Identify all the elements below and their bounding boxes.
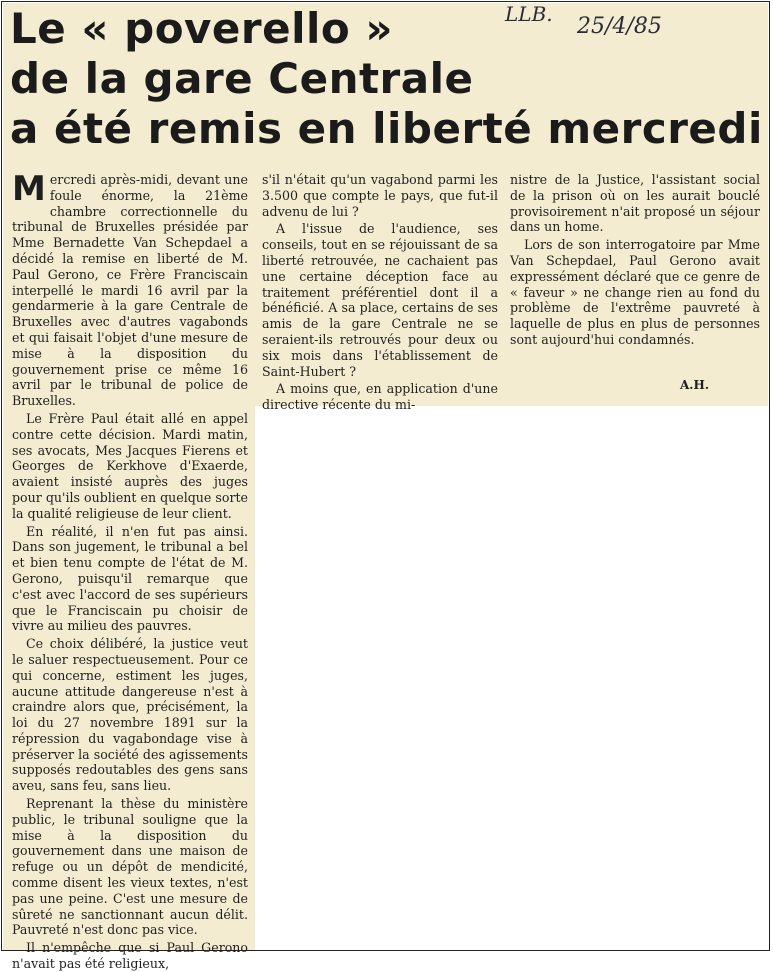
headline-line-3: a été remis en liberté mercredi xyxy=(10,104,763,153)
article-column-2 xyxy=(262,172,498,413)
paragraph: nistre de la Justice, l'assistant social de la prison où on les aurait bouclé provisoirement n'ait proposé un séjour dans un home. xyxy=(510,172,760,235)
paragraph-text: ercredi après-midi, devant une foule énorme, la 21ème chambre correctionnelle du tribunal de Bruxelles présidée par Mme Bernadette Van Schepdael a décidé la remise en liberté de M. Paul Gerono, ce Frère Franciscain interpellé le mardi 16 avril par la gendarmerie à la gare Centrale de Bruxelles avec d'autres vagabonds et qui faisait l'objet d'une mesure de mise à la disposition du gouvernement prise ce même 16 avril par le tribunal de police de Bruxelles. xyxy=(12,172,248,409)
article-column-1 xyxy=(12,169,248,972)
headline-line-1: Le « poverello » xyxy=(10,4,394,53)
drop-cap: M xyxy=(12,169,46,209)
paragraph: Reprenant la thèse du ministère public, le tribunal souligne que la mise à la disposition du gouvernement dans une maison de refuge ou un dépôt de mendicité, comme disent les vieux textes, n'est pas une peine. C'est une mesure de sûreté ne sanctionnant aucun délit. Pauvreté n'est donc pas vice. xyxy=(12,796,248,938)
paragraph: Lors de son interrogatoire par Mme Van Schepdael, Paul Gerono avait expressément déclaré que ce genre de « faveur » ne change rien au fond du problème de l'extrême pauvreté à laquelle de plus en plus de personnes sont aujourd'hui condamnés. xyxy=(510,237,760,347)
paragraph xyxy=(12,169,248,409)
paragraph: A l'issue de l'audience, ses conseils, tout en se réjouissant de sa liberté retrouvée, ne cachaient pas une certaine déception face au traitement préférentiel dont il a bénéficié. A sa place, certains de ses amis de la gare Centrale ne se seraient-ils retrouvés pour deux ou six mois dans l'établissement de Saint-Hubert ? xyxy=(262,221,498,379)
handwritten-source: LLB. xyxy=(505,2,553,26)
headline-line-2: de la gare Centrale xyxy=(10,54,474,103)
paragraph: Ce choix délibéré, la justice veut le saluer respectueusement. Pour ce qui concerne, estiment les juges, aucune attitude dangereuse n'est à craindre alors que, précisément, la loi du 27 novembre 1891 sur la répression du vagabondage vise à préserver la société des agissements supposés redoutables des gens sans aveu, sans feu, sans lieu. xyxy=(12,636,248,794)
paragraph: A moins que, en application d'une directive récente du mi- xyxy=(262,381,498,413)
paragraph: Le Frère Paul était allé en appel contre cette décision. Mardi matin, ses avocats, Mes Jacques Fierens et Georges de Kerkhove d'Exaerde, avaient insisté auprès des juges pour qu'ils oublient en quelque sorte la qualité religieuse de leur client. xyxy=(12,410,248,521)
paragraph: Il n'empêche que si Paul Gerono n'avait pas été religieux, xyxy=(12,940,248,972)
author-signature: A.H. xyxy=(680,378,710,392)
article-column-3 xyxy=(510,172,760,348)
handwritten-date: 25/4/85 xyxy=(577,14,662,39)
paragraph: s'il n'était qu'un vagabond parmi les 3.500 que compte le pays, que fut-il advenu de lui ? xyxy=(262,172,498,219)
paragraph: En réalité, il n'en fut pas ainsi. Dans son jugement, le tribunal a bel et bien tenu compte de l'état de M. Gerono, puisqu'il remarque que c'est avec l'accord de ses supérieurs que le Franciscain pu choisir de vivre au milieu des pauvres. xyxy=(12,523,248,634)
